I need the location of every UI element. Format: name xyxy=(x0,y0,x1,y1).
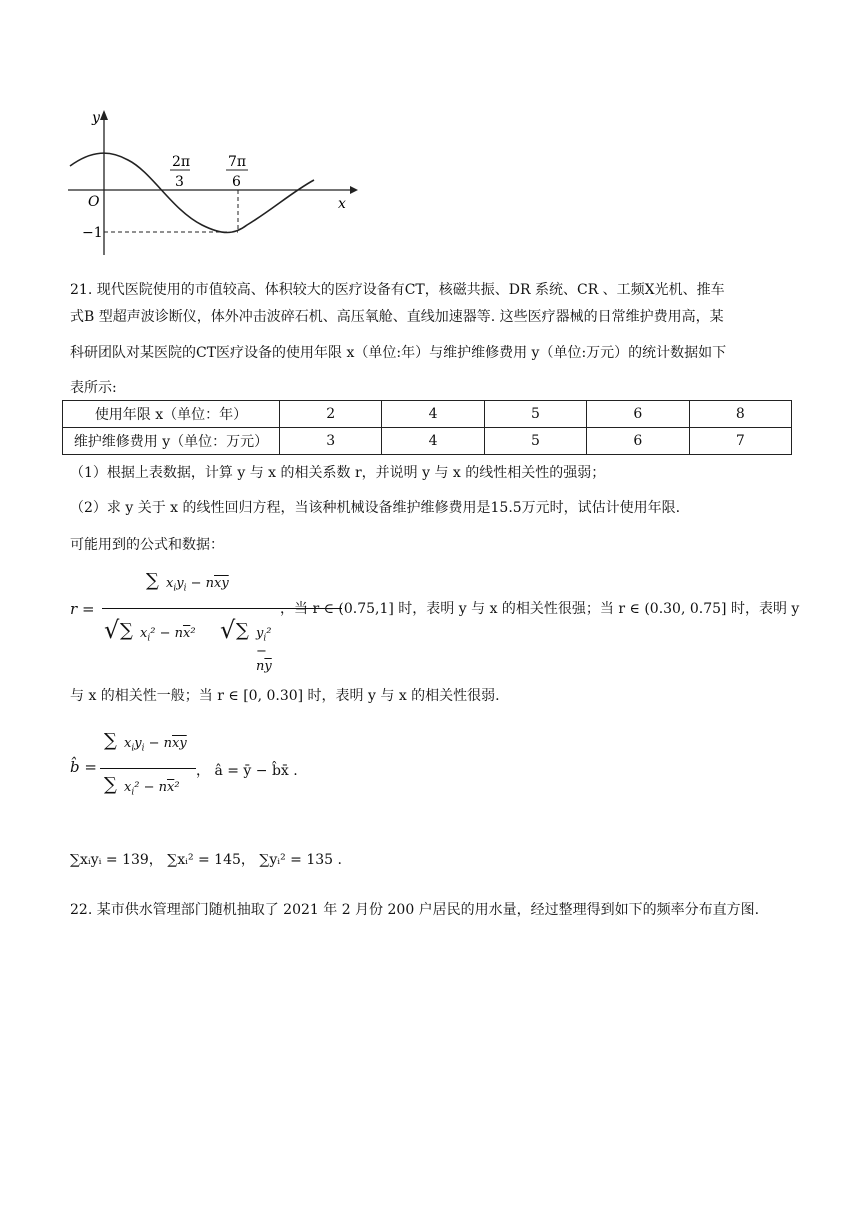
r-formula: r = ∑ $x_iy_i - n\overline{xy}$ √ ∑ $x_i^2 - n\overline{x}^2$ √ ∑ $y_i^2 - n\overline{y}$ xyxy=(70,562,280,662)
table-row xyxy=(63,428,792,455)
y-label: y xyxy=(92,110,100,126)
q21-line4: 表所示: xyxy=(70,380,117,396)
q22-line1: 22. 某市供水管理部门随机抽取了 2021 年 2 月份 200 户居民的用水量，经过整理得到如下的频率分布直方图. xyxy=(70,902,760,918)
table-cell: 6 xyxy=(587,401,689,428)
sine-graph xyxy=(62,100,362,260)
row2-header: 维护维修费用 y（单位：万元） xyxy=(63,428,280,455)
table-cell: 8 xyxy=(689,401,791,428)
label-7pi6-num: 7π xyxy=(228,154,247,170)
data-table xyxy=(62,400,792,455)
b-hat-formula: b̂ = ∑ $x_iy_i - n\overline{xy}$ ∑ $x_i^2 - n\overline{x}^2$ xyxy=(70,728,200,818)
q21-line3: 科研团队对某医院的CT医疗设备的使用年限 x（单位:年）与维护维修费用 y（单位:万元）的统计数据如下 xyxy=(70,345,727,361)
label-2pi3-num: 2π xyxy=(172,154,191,170)
table-cell: 3 xyxy=(280,428,382,455)
y-axis-arrow xyxy=(100,110,108,120)
table-cell: 5 xyxy=(484,428,586,455)
sums-data: ∑xᵢyᵢ = 139， ∑xᵢ² = 145， ∑yᵢ² = 135 . xyxy=(70,852,342,868)
x-axis-arrow xyxy=(350,186,358,194)
r-text1: ，当 r ∈ (0.75,1] 时，表明 y 与 x 的相关性很强；当 r ∈ (0.30, 0.75] 时，表明 y xyxy=(280,601,800,617)
origin-label: O xyxy=(88,194,100,210)
label-minus1: −1 xyxy=(82,225,103,241)
r-text2: 与 x 的相关性一般；当 r ∈ [0, 0.30] 时，表明 y 与 x 的相关性很弱. xyxy=(70,688,500,704)
table-cell: 4 xyxy=(382,428,484,455)
a-hat-formula: ， â = ȳ − b̂x̄ . xyxy=(196,763,298,779)
table-cell: 7 xyxy=(689,428,791,455)
table-cell: 2 xyxy=(280,401,382,428)
q21-line2: 式B 型超声波诊断仪，体外冲击波碎石机、高压氧舱、直线加速器等. 这些医疗器械的日常维护费用高，某 xyxy=(70,309,724,325)
q21-formula-intro: 可能用到的公式和数据： xyxy=(70,537,224,553)
q21-line1: 21. 现代医院使用的市值较高、体积较大的医疗设备有CT，核磁共振、DR 系统、CR 、工频X光机、推车 xyxy=(70,282,725,298)
q21-part1: （1）根据上表数据，计算 y 与 x 的相关系数 r，并说明 y 与 x 的线性相关性的强弱； xyxy=(70,465,606,481)
sine-curve xyxy=(70,153,314,232)
q21-part2: （2）求 y 关于 x 的线性回归方程，当该种机械设备维护维修费用是15.5万元时，试估计使用年限. xyxy=(70,500,681,516)
label-2pi3-den: 3 xyxy=(175,174,184,190)
label-7pi6-den: 6 xyxy=(232,174,241,190)
table-row xyxy=(63,401,792,428)
table-cell: 6 xyxy=(587,428,689,455)
x-label: x xyxy=(338,196,346,212)
row1-header: 使用年限 x（单位：年） xyxy=(63,401,280,428)
table-cell: 4 xyxy=(382,401,484,428)
table-cell: 5 xyxy=(484,401,586,428)
